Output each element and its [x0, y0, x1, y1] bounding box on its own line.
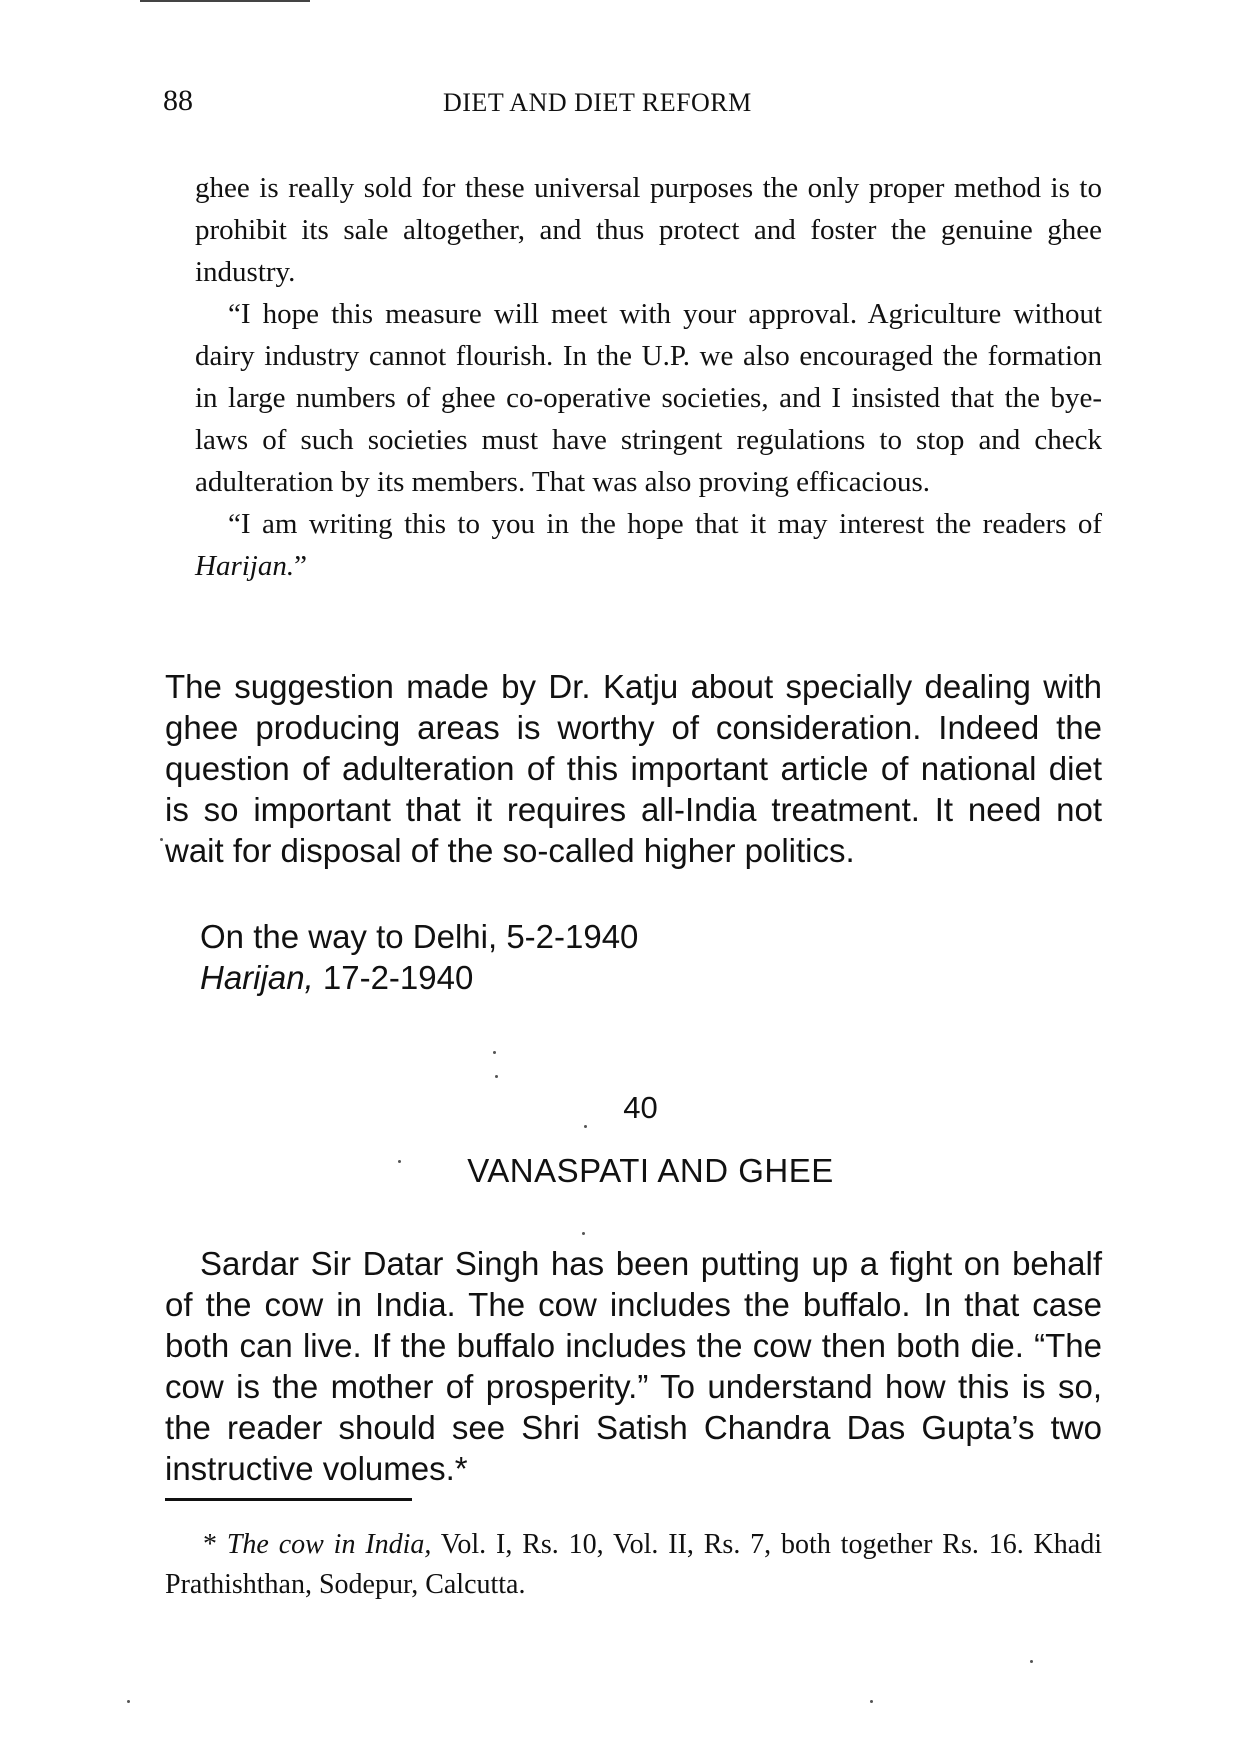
top-edge-rule	[140, 0, 310, 2]
scan-speck	[160, 838, 163, 841]
source-date: 17-2-1940	[313, 959, 474, 996]
commentary-paragraph: The suggestion made by Dr. Katju about specially dealing with ghee producing areas is worthy of consideration. Indeed the question of adulteration of this important article of national diet is so important that it requires all-India treatment. It need not wait for disposal of the so-called higher politics.	[165, 668, 1102, 869]
section-title: VANASPATI AND GHEE	[467, 1152, 834, 1189]
source-publication: Harijan,	[200, 959, 314, 996]
scan-speck	[1030, 1660, 1033, 1663]
footnote-book-title: The cow in India,	[226, 1529, 432, 1560]
scan-speck	[495, 1075, 498, 1078]
running-title: DIET AND DIET REFORM	[443, 88, 752, 117]
scan-speck	[398, 1160, 401, 1163]
scan-speck	[584, 1125, 587, 1128]
footnote-text: Vol. I, Rs. 10, Vol. II, Rs. 7, both together Rs. 16. Khadi Prathishthan, Sodepur, Calcutta.	[165, 1529, 1102, 1600]
scan-speck	[582, 1232, 585, 1235]
scan-speck	[127, 1700, 130, 1703]
dateline-source	[200, 957, 473, 998]
section-body-paragraph: Sardar Sir Datar Singh has been putting up a fight on behalf of the cow in India. The cow includes the buffalo. In that case both can live. If the buffalo includes the cow then both die. “The cow is the mother of prosperity.” To understand how this is so, the reader should see Shri Satish Chandra Das Gupta’s two instructive volumes.*	[165, 1245, 1102, 1487]
quote-paragraph-1: ghee is really sold for these universal purposes the only proper method is to prohibit its sale altogether, and thus protect and foster the genuine ghee industry.	[195, 172, 1102, 288]
harijan-title: Harijan.	[195, 550, 295, 582]
scan-speck	[870, 1700, 873, 1703]
dateline-place: On the way to Delhi, 5-2-1940	[200, 918, 639, 955]
quote-paragraph-3	[195, 503, 1102, 587]
section-number: 40	[623, 1090, 658, 1125]
closing-quote: ”	[294, 550, 307, 582]
running-head	[163, 84, 1103, 124]
page-number: 88	[163, 84, 193, 117]
footnote-rule	[165, 1498, 412, 1501]
quote-paragraph-3-text: “I am writing this to you in the hope that it may interest the readers of	[228, 508, 1102, 540]
footnote	[165, 1525, 1102, 1605]
scan-speck	[493, 1051, 496, 1054]
quoted-letter	[195, 167, 1102, 587]
footnote-marker: *	[203, 1529, 227, 1560]
quote-paragraph-2: “I hope this measure will meet with your approval. Agriculture without dairy industry cannot flourish. In the U.P. we also encouraged the formation in large numbers of ghee co-operative societies, and I insisted that the bye-laws of such societies must have stringent regulations to stop and check adulteration by its members. That was also proving efficacious.	[195, 298, 1102, 498]
